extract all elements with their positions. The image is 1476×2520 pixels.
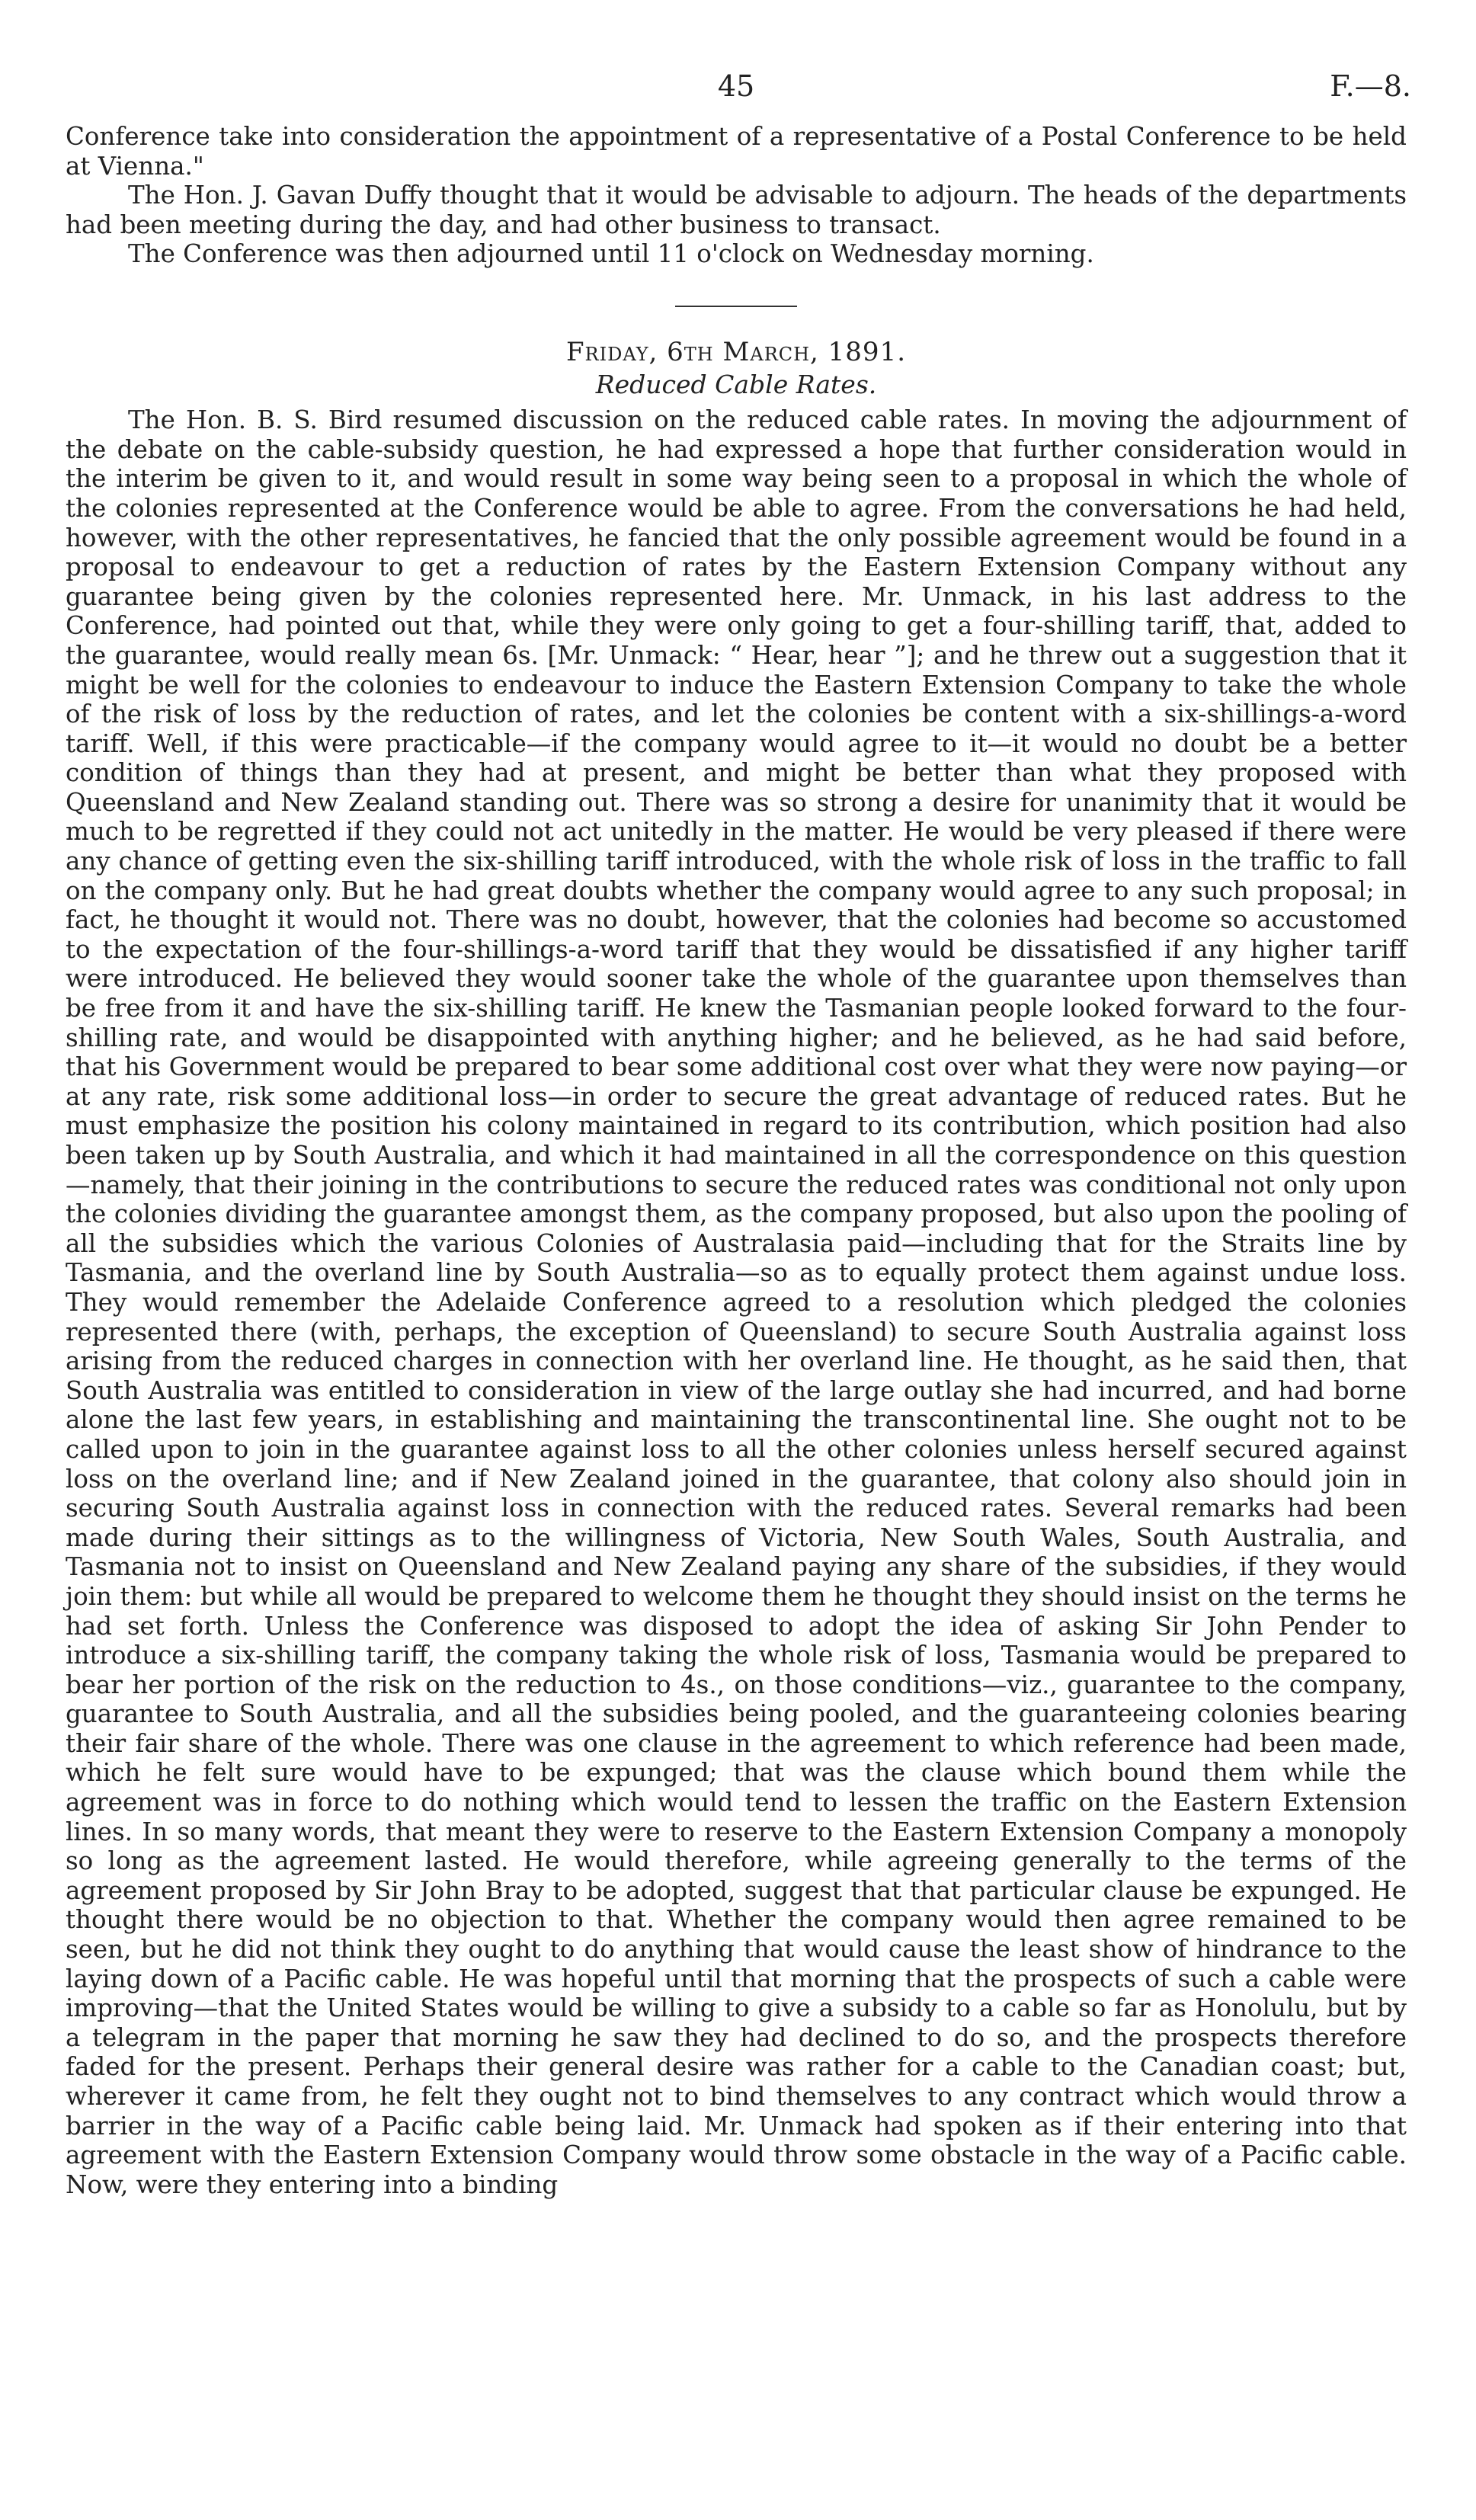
document-reference: F.—8. [1330, 69, 1411, 103]
date-text: Friday, 6th March, 1891. [565, 336, 907, 367]
page-number: 45 [717, 69, 755, 103]
document-page [66, 66, 1411, 2199]
section-title: Reduced Cable Rates. [595, 369, 877, 399]
date-heading [66, 338, 1407, 367]
page-header [66, 66, 1411, 111]
paragraph-adjourned: The Conference was then adjourned until 11 o'clock on Wednesday morning. [128, 239, 1094, 269]
paragraph-duffy-adjourn: The Hon. J. Gavan Duffy thought that it would be advisable to adjourn. The heads of the departments had been meeting during the day, and had other business to transact. [66, 181, 1407, 239]
paragraph-vienna-motion: Conference take into consideration the appointment of a representative of a Postal Conference to be held at Vienna." [66, 122, 1407, 181]
paragraph-bird-speech: The Hon. B. S. Bird resumed discussion on the reduced cable rates. In moving the adjournment of the debate on the cable-subsidy question, he had expressed a hope that further consideration would in the interim be given to it, and would result in some way being seen to a proposal in which the whole of the colonies represented at the Conference would be able to agree. From the conversations he had held, however, with the other representatives, he fancied that the only possible agreement would be found in a proposal to endeavour to get a reduction of rates by the Eastern Extension Company without any guarantee being given by the colonies represented here. Mr. Unmack, in his last address to the Conference, had pointed out that, while they were only going to get a four-shilling tariff, that, added to the guarantee, would really mean 6s. [Mr. Unmack: “ Hear, hear ”]; and he threw out a suggestion that it might be well for the colonies to endeavour to induce the Eastern Extension Company to take the whole of the risk of loss by the reduction of rates, and let the colonies be content with a six-shillings-a-word tariff. Well, if this were practicable—if the company would agree to it—it would no doubt be a better condition of things than they had at present, and might be better than what they proposed with Queensland and New Zealand standing out. There was so strong a desire for unanimity that it would be much to be regretted if they could not act unitedly in the matter. He would be very pleased if there were any chance of getting even the six-shilling tariff introduced, with the whole risk of loss in the traffic to fall on the company only. But he had great doubts whether the company would agree to any such proposal; in fact, he thought it would not. There was no doubt, however, that the colonies had become so accustomed to the expectation of the four-shillings-a-word tariff that they would be dissatisfied if any higher tariff were introduced. He believed they would sooner take the whole of the guarantee upon themselves than be free from it and have the six-shilling tariff. He knew the Tasmanian people looked forward to the four-shilling rate, and would be disappointed with anything higher; and he believed, as he had said before, that his Government would be prepared to bear some additional cost over what they were now paying—or at any rate, risk some additional loss—in order to secure the great advantage of reduced rates. But he must emphasize the position his colony maintained in regard to its contribution, which position had also been taken up by South Australia, and which it had maintained in all the correspondence on this question—namely, that their joining in the contributions to secure the reduced rates was conditional not only upon the colonies dividing the guarantee amongst them, as the company proposed, but also upon the pooling of all the subsidies which the various Colonies of Australasia paid—including that for the Straits line by Tasmania, and the overland line by South Australia—so as to equally protect them against undue loss. They would remember the Adelaide Conference agreed to a resolution which pledged the colonies represented there (with, perhaps, the exception of Queensland) to secure South Australia against loss arising from the reduced charges in connection with her overland line. He thought, as he said then, that South Australia was entitled to consideration in view of the large outlay she had incurred, and had borne alone the last few years, in establishing and maintaining the transcontinental line. She ought not to be called upon to join in the guarantee against loss to all the other colonies unless herself secured against loss on the overland line; and if New Zealand joined in the guarantee, that colony also should join in securing South Australia against loss in connection with the reduced rates. Several remarks had been made during their sittings as to the willingness of Victoria, New South Wales, South Australia, and Tasmania not to insist on Queensland and New Zealand paying any share of the subsidies, if they would join them: but while all would be prepared to welcome them he thought they should insist on the terms he had set forth. Unless the Conference was disposed to adopt the idea of asking Sir John Pender to introduce a six-shilling tariff, the company taking the whole risk of loss, Tasmania would be prepared to bear her portion of the risk on the reduction to 4s., on those conditions—viz., guarantee to the company, guarantee to South Australia, and all the subsidies being pooled, and the guaranteeing colonies bearing their fair share of the whole. There was one clause in the agreement to which reference had been made, which he felt sure would have to be expunged; that was the clause which bound them while the agreement was in force to do nothing which would tend to lessen the traffic on the Eastern Extension lines. In so many words, that meant they were to reserve to the Eastern Extension Company a monopoly so long as the agreement lasted. He would therefore, while agreeing generally to the terms of the agreement proposed by Sir John Bray to be adopted, suggest that that particular clause be expunged. He thought there would be no objection to that. Whether the company would then agree remained to be seen, but he did not think they ought to do anything that would cause the least show of hindrance to the laying down of a Pacific cable. He was hopeful until that morning that the prospects of such a cable were improving—that the United States would be willing to give a subsidy to a cable so far as Honolulu, but by a telegram in the paper that morning he saw they had declined to do so, and the prospects therefore faded for the present. Perhaps their general desire was rather for a cable to the Canadian coast; but, wherever it came from, he felt they ought not to bind themselves to any contract which would throw a barrier in the way of a Pacific cable being laid. Mr. Unmack had spoken as if their entering into that agreement with the Eastern Extension Company would throw some obstacle in the way of a Pacific cable. Now, were they entering into a binding [66, 405, 1407, 2199]
section-divider [675, 306, 797, 307]
